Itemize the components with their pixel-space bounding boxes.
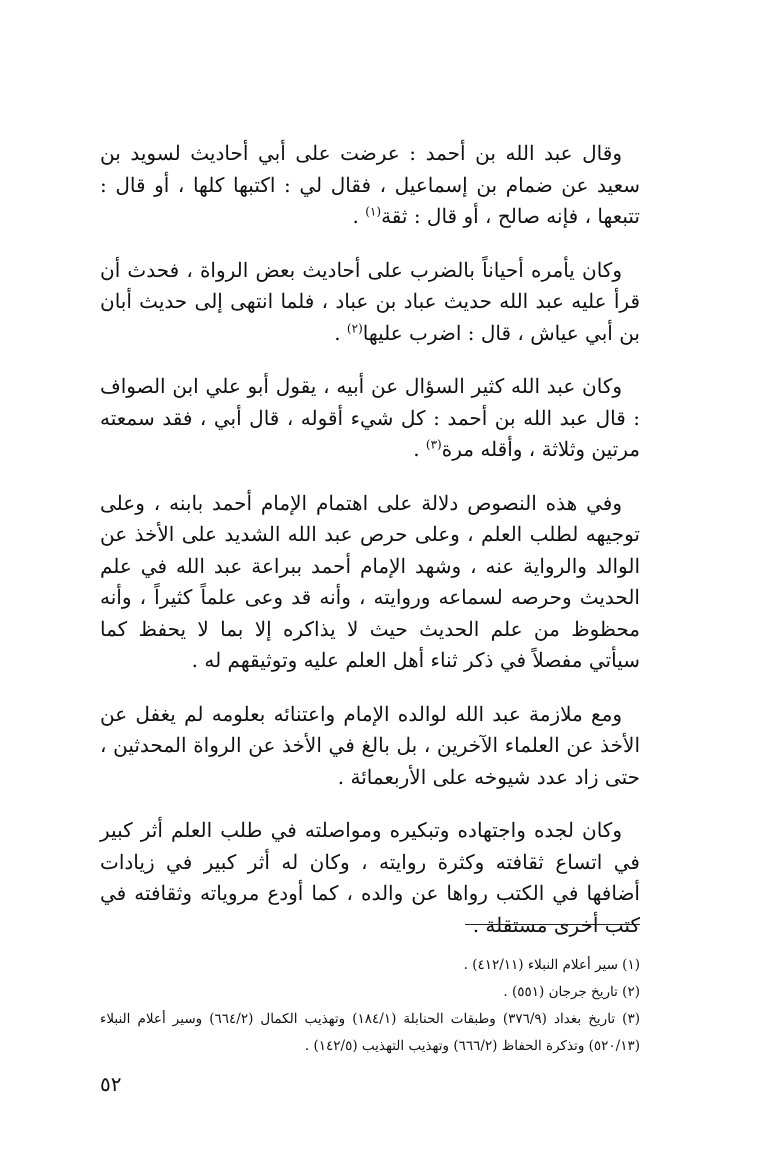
footnote-ref-3: (٣) xyxy=(425,437,442,452)
main-text xyxy=(100,138,640,941)
paragraph-3: وكان عبد الله كثير السؤال عن أبيه ، يقول أبو علي ابن الصواف : قال عبد الله بن أحمد : كل شيء أقوله ، قال أبي ، فقد سمعته مرتين وثلاثة ، وأقله مرة$^{(٣)}$ . xyxy=(100,374,640,461)
footnote-ref-1: (١) xyxy=(365,204,382,219)
footnotes xyxy=(100,952,640,1060)
paragraph-2: وكان يأمره أحياناً بالضرب على أحاديث بعض الرواة ، فحدث أن قرأ عليه عبد الله حديث عباد بن عباد ، فلما انتهى إلى حديث أبان بن أبي عياش ، قال : اضرب عليها$^{(٢)}$ . xyxy=(100,257,640,345)
paragraph-5-text: ومع ملازمة عبد الله لوالده الإمام واعتنائه بعلومه لم يغفل عن الأخذ عن العلماء الآخرين ، بل بالغ في الأخذ عن الرواة المحدثين ، حتى زاد عدد شيوخه على الأربعمائة . xyxy=(100,701,640,789)
footnote-ref-2: (٢) xyxy=(346,320,363,335)
page-number xyxy=(100,1072,640,1096)
page-number-text: ٥٢ xyxy=(100,1072,122,1096)
paragraph-4 xyxy=(100,488,640,677)
paragraph-3-text: وكان عبد الله كثير السؤال عن أبيه ، يقول أبو علي ابن الصواف : قال عبد الله بن أحمد : كل شيء أقوله ، قال أبي ، فقد سمعته مرتين وثلاثة ، وأقله مرة xyxy=(100,374,640,461)
paragraph-2-text: وكان يأمره أحياناً بالضرب على أحاديث بعض الرواة ، فحدث أن قرأ عليه عبد الله حديث عباد بن عباد ، فلما انتهى إلى حديث أبان بن أبي عياش ، قال : اضرب عليها xyxy=(100,257,640,345)
footnote-3: (٣) تاريخ بغداد (٣٧٦/٩) وطبقات الحنابلة (١٨٤/١) وتهذيب الكمال (٦٦٤/٢) وسير أعلام النبلاء (٥٢٠/١٣) وتذكرة الحفاظ (٦٦٦/٢) وتهذيب التهذيب (١٤٢/٥) . xyxy=(100,1011,640,1054)
paragraph-5 xyxy=(100,699,640,794)
footnote-2: (٢) تاريخ جرجان (٥٥١) . xyxy=(503,984,640,1000)
paragraph-4-text: وفي هذه النصوص دلالة على اهتمام الإمام أحمد بابنه ، وعلى توجيهه لطلب العلم ، وعلى حرص عبد الله الشديد على الأخذ عن الوالد والرواية عنه ، وشهد الإمام أحمد ببراعة عبد الله في علم الحديث وحرصه لسماعه وروايته ، وأنه قد وعى علماً كثيراً ، وأنه محظوظ من علم الحديث حيث لا يذاكره إلا بما لا يحفظ كما سيأتي مفصلاً في ذكر ثناء أهل العلم عليه وتوثيقهم له . xyxy=(100,490,640,672)
paragraph-1: وقال عبد الله بن أحمد : عرضت على أبي أحاديث لسويد بن سعيد عن ضمام بن إسماعيل ، فقال لي : اكتبها كلها ، أو قال : تتبعها ، فإنه صالح ، أو قال : ثقة$^{(١)}$ . xyxy=(100,141,640,228)
footnote-divider xyxy=(465,924,640,925)
footnote-1: (١) سير أعلام النبلاء (٤١٢/١١) . xyxy=(463,957,640,973)
paragraph-6-text: وكان لجده واجتهاده وتبكيره ومواصلته في طلب العلم أثر كبير في اتساع ثقافته وكثرة روايته ، وكان له أثر كبير في زيادات أضافها في الكتب رواها عن والده ، كما أودع مروياته وثقافته في كتب أخرى مستقلة . xyxy=(100,818,640,937)
paragraph-6 xyxy=(100,815,640,941)
paragraph-1-text: وقال عبد الله بن أحمد : عرضت على أبي أحاديث لسويد بن سعيد عن ضمام بن إسماعيل ، فقال لي : اكتبها كلها ، أو قال : تتبعها ، فإنه صالح ، أو قال : ثقة xyxy=(100,141,640,228)
